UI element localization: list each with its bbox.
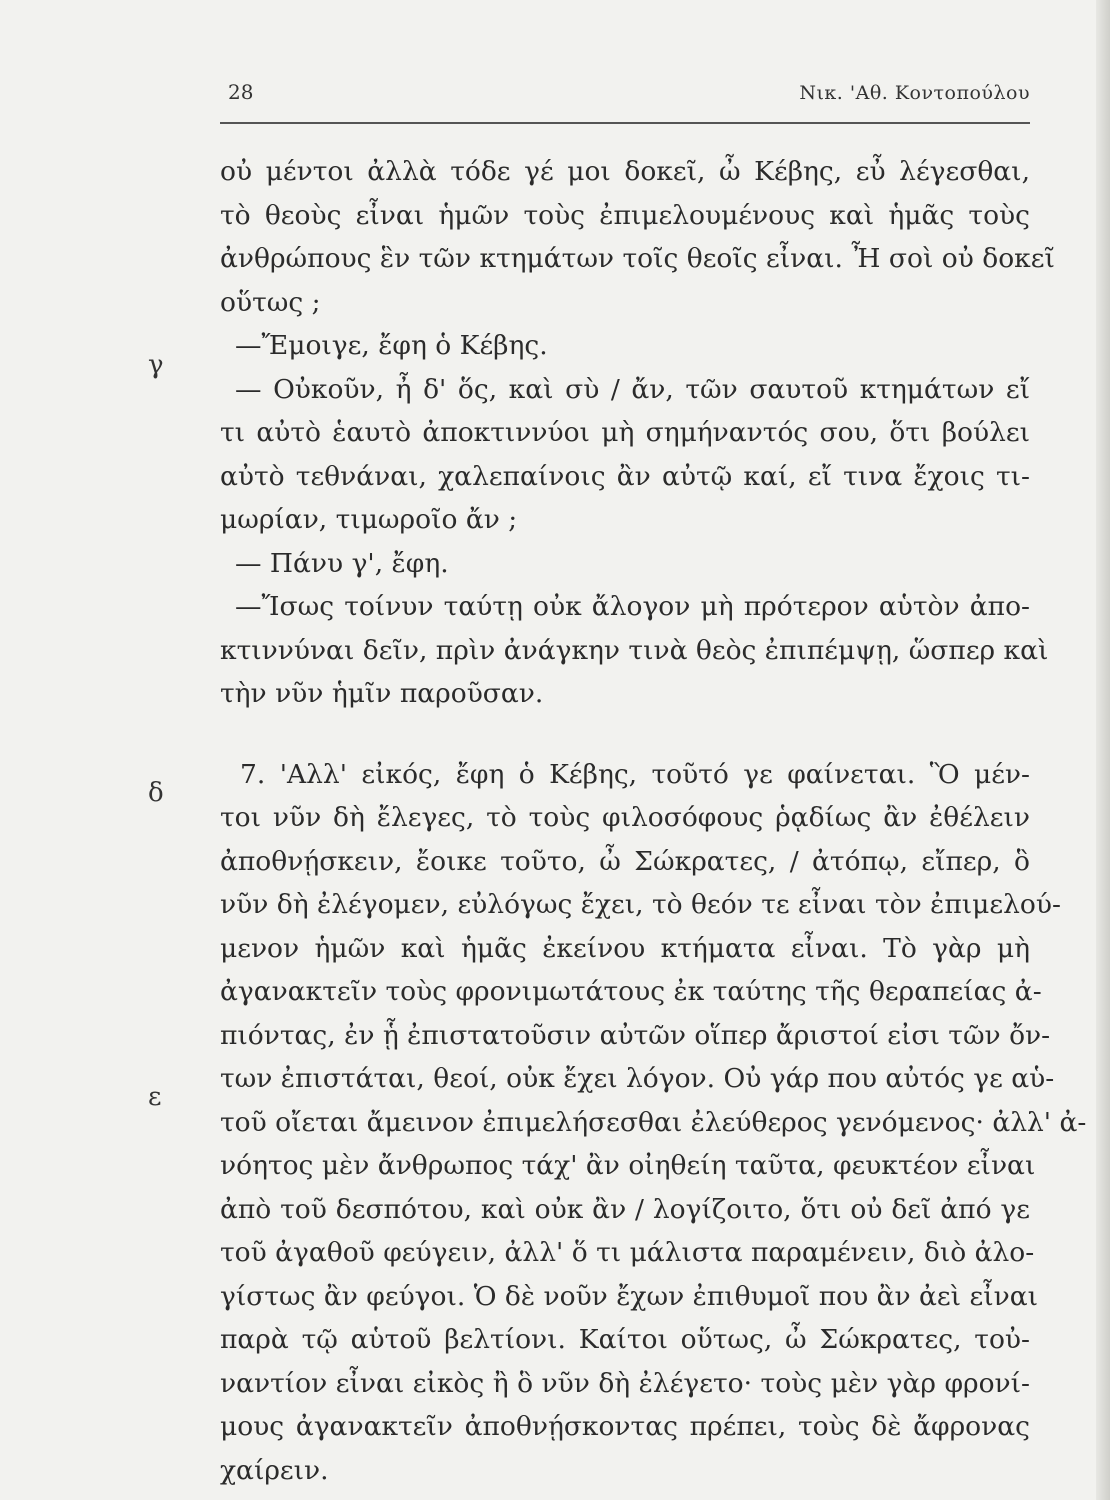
text-line: ἀγανακτεῖν τοὺς φρονιμωτάτους ἐκ ταύτης τῆς θεραπείας ἀ- xyxy=(220,976,1042,1007)
text-line: τι αὐτὸ ἑαυτὸ ἀποκτιννύοι μὴ σημήναντός σου, ὅτι βούλει xyxy=(220,417,1030,448)
body-text xyxy=(220,150,1087,1492)
text-line: μενον ἡμῶν καὶ ἡμᾶς ἐκείνου κτήματα εἶναι. Τὸ γὰρ μὴ xyxy=(220,932,1030,964)
page-edge-shadow xyxy=(1096,0,1110,1500)
text-line: γίστως ἂν φεύγοι. Ὁ δὲ νοῦν ἔχων ἐπιθυμοῖ που ἂν ἀεὶ εἶναι xyxy=(220,1280,1038,1312)
text-line: τὴν νῦν ἡμῖν παροῦσαν. xyxy=(220,678,544,709)
text-line: — Πάνυ γ', ἔφη. xyxy=(235,547,449,579)
text-line: ἀπὸ τοῦ δεσπότου, καὶ οὐκ ἂν / λογίζοιτο, ὅτι οὐ δεῖ ἀπό γε xyxy=(220,1193,1030,1225)
paragraph-gap xyxy=(220,716,1030,753)
text-line: —Ἴσως τοίνυν ταύτῃ οὐκ ἄλογον μὴ πρότερον αὑτὸν ἀπο- xyxy=(235,591,1030,622)
text-line: 7. 'Αλλ' εἰκός, ἔφη ὁ Κέβης, τοῦτό γε φαίνεται. Ὃ μέν- xyxy=(240,758,1030,790)
text-line: αὐτὸ τεθνάναι, χαλεπαίνοις ἂν αὐτῷ καί, εἴ τινα ἔχοις τι- xyxy=(220,460,1030,492)
text-line: τοῦ οἴεται ἄμεινον ἐπιμελήσεσθαι ἐλεύθερος γενόμενος· ἀλλ' ἀ- xyxy=(220,1106,1087,1138)
running-head: Νικ. 'Αθ. Κοντοπούλου xyxy=(799,82,1030,104)
margin-letter-gamma: γ xyxy=(148,350,164,380)
text-line: ναντίον εἶναι εἰκὸς ἢ ὃ νῦν δὴ ἐλέγετο· τοὺς μὲν γὰρ φρονί- xyxy=(220,1367,1030,1399)
text-line: οὕτως ; xyxy=(220,286,321,318)
text-line: νόητος μὲν ἄνθρωπος τάχ' ἂν οἰηθείη ταῦτα, φευκτέον εἶναι xyxy=(220,1150,1036,1181)
text-line: ἀποθνῄσκειν, ἔοικε τοῦτο, ὦ Σώκρατες, / ἀτόπῳ, εἴπερ, ὃ xyxy=(220,845,1030,877)
text-line: τοῦ ἀγαθοῦ φεύγειν, ἀλλ' ὅ τι μάλιστα παραμένειν, διὸ ἀλο- xyxy=(220,1237,1035,1268)
text-line: τοι νῦν δὴ ἔλεγες, τὸ τοὺς φιλοσόφους ῥᾳδίως ἂν ἐθέλειν xyxy=(220,802,1030,833)
text-line: των ἐπιστάται, θεοί, οὐκ ἔχει λόγον. Οὐ γάρ που αὐτός γε αὑ- xyxy=(220,1063,1055,1094)
margin-letter-epsilon: ε xyxy=(148,1082,162,1112)
margin-letter-delta: δ xyxy=(148,778,164,808)
text-line: χαίρειν. xyxy=(220,1454,329,1486)
text-line: μωρίαν, τιμωροῖο ἄν ; xyxy=(220,504,518,535)
text-line: παρὰ τῷ αὑτοῦ βελτίονι. Καίτοι οὕτως, ὦ Σώκρατες, τοὐ- xyxy=(220,1324,1030,1355)
text-line: κτιννύναι δεῖν, πρὶν ἀνάγκην τινὰ θεὸς ἐπιπέμψῃ, ὥσπερ καὶ xyxy=(220,634,1049,666)
text-line: μους ἀγανακτεῖν ἀποθνῄσκοντας πρέπει, τοὺς δὲ ἄφρονας xyxy=(220,1411,1030,1442)
text-line: —Ἔμοιγε, ἔφη ὁ Κέβης. xyxy=(235,330,548,361)
page-number: 28 xyxy=(228,80,254,104)
text-line: πιόντας, ἐν ᾗ ἐπιστατοῦσιν αὐτῶν οἵπερ ἄριστοί εἰσι τῶν ὄν- xyxy=(220,1019,1051,1051)
page-header xyxy=(220,80,1030,116)
text-line: — Οὐκοῦν, ἦ δ' ὅς, καὶ σὺ / ἄν, τῶν σαυτοῦ κτημάτων εἴ xyxy=(235,373,1030,405)
text-line: τὸ θεοὺς εἶναι ἡμῶν τοὺς ἐπιμελουμένους καὶ ἡμᾶς τοὺς xyxy=(220,199,1030,231)
text-line: οὐ μέντοι ἀλλὰ τόδε γέ μοι δοκεῖ, ὦ Κέβης, εὖ λέγεσθαι, xyxy=(220,156,1030,187)
text-line: νῦν δὴ ἐλέγομεν, εὐλόγως ἔχει, τὸ θεόν τε εἶναι τὸν ἐπιμελού- xyxy=(220,889,1061,920)
header-rule xyxy=(220,122,1030,124)
text-line: ἀνθρώπους ἓν τῶν κτημάτων τοῖς θεοῖς εἶναι. Ἦ σοὶ οὐ δοκεῖ xyxy=(220,243,1055,274)
